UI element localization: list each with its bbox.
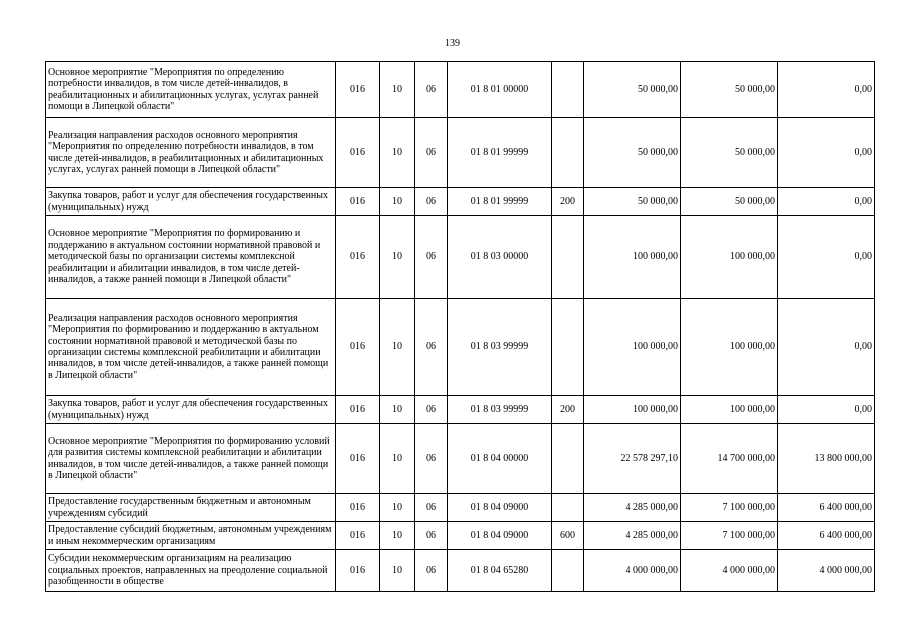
cell-amount-2: 100 000,00 [681,396,778,424]
cell-amount-3: 4 000 000,00 [778,550,875,592]
cell-subsection: 06 [415,118,448,188]
cell-target-article: 01 8 04 65280 [448,550,552,592]
cell-name: Основное мероприятие "Мероприятия по определению потребности инвалидов, в том числе детей-инвалидов, в реабилитационных и абилитационных услугах, услугах ранней помощи в Липецкой области" [46,62,336,118]
cell-target-article: 01 8 04 00000 [448,424,552,494]
cell-target-article: 01 8 03 00000 [448,216,552,299]
cell-amount-2: 50 000,00 [681,118,778,188]
cell-expense-type [552,216,584,299]
cell-amount-1: 100 000,00 [584,299,681,396]
cell-expense-type [552,494,584,522]
cell-subsection: 06 [415,216,448,299]
table-row [46,188,875,216]
cell-amount-3: 6 400 000,00 [778,522,875,550]
table-row [46,550,875,592]
cell-amount-1: 4 285 000,00 [584,522,681,550]
cell-section: 10 [380,299,415,396]
table-body [46,62,875,592]
cell-name: Закупка товаров, работ и услуг для обеспечения государственных (муниципальных) нужд [46,396,336,424]
cell-amount-2: 50 000,00 [681,188,778,216]
cell-subsection: 06 [415,62,448,118]
cell-expense-type: 200 [552,396,584,424]
table-row [46,62,875,118]
cell-ministry-code: 016 [336,396,380,424]
cell-amount-3: 0,00 [778,118,875,188]
cell-name: Основное мероприятие "Мероприятия по формированию условий для развития системы комплексной реабилитации и абилитации инвалидов, в том числе детей-инвалидов, а также ранней помощи в Липецкой области" [46,424,336,494]
cell-subsection: 06 [415,494,448,522]
cell-target-article: 01 8 01 99999 [448,118,552,188]
cell-amount-1: 100 000,00 [584,216,681,299]
cell-ministry-code: 016 [336,188,380,216]
table-row [46,216,875,299]
page-number: 139 [445,38,460,49]
cell-section: 10 [380,62,415,118]
cell-subsection: 06 [415,522,448,550]
cell-amount-3: 0,00 [778,62,875,118]
cell-expense-type [552,299,584,396]
cell-amount-2: 14 700 000,00 [681,424,778,494]
cell-ministry-code: 016 [336,424,380,494]
cell-amount-2: 100 000,00 [681,216,778,299]
cell-expense-type [552,424,584,494]
cell-amount-3: 0,00 [778,299,875,396]
cell-target-article: 01 8 03 99999 [448,396,552,424]
table-row [46,424,875,494]
cell-expense-type [552,550,584,592]
cell-subsection: 06 [415,299,448,396]
cell-subsection: 06 [415,188,448,216]
cell-ministry-code: 016 [336,299,380,396]
cell-target-article: 01 8 01 00000 [448,62,552,118]
cell-expense-type: 600 [552,522,584,550]
cell-amount-2: 50 000,00 [681,62,778,118]
cell-expense-type [552,62,584,118]
cell-amount-1: 50 000,00 [584,188,681,216]
table-row [46,299,875,396]
table-row [46,522,875,550]
cell-section: 10 [380,396,415,424]
table-row [46,396,875,424]
cell-amount-1: 22 578 297,10 [584,424,681,494]
cell-name: Реализация направления расходов основного мероприятия "Мероприятия по определению потребности инвалидов, в том числе детей-инвалидов, в реабилитационных и абилитационных услугах, услугах ранней помощи в Липецкой области" [46,118,336,188]
cell-amount-2: 100 000,00 [681,299,778,396]
cell-ministry-code: 016 [336,522,380,550]
cell-target-article: 01 8 03 99999 [448,299,552,396]
cell-section: 10 [380,424,415,494]
cell-amount-2: 7 100 000,00 [681,522,778,550]
cell-amount-3: 13 800 000,00 [778,424,875,494]
cell-name: Субсидии некоммерческим организациям на реализацию социальных проектов, направленных на преодоление социальной разобщенности в обществе [46,550,336,592]
budget-table [45,61,875,592]
cell-section: 10 [380,494,415,522]
cell-amount-3: 6 400 000,00 [778,494,875,522]
cell-amount-3: 0,00 [778,216,875,299]
cell-ministry-code: 016 [336,62,380,118]
cell-expense-type: 200 [552,188,584,216]
cell-ministry-code: 016 [336,118,380,188]
cell-ministry-code: 016 [336,550,380,592]
cell-section: 10 [380,188,415,216]
cell-target-article: 01 8 04 09000 [448,494,552,522]
cell-section: 10 [380,216,415,299]
cell-amount-1: 4 000 000,00 [584,550,681,592]
cell-subsection: 06 [415,550,448,592]
cell-name: Реализация направления расходов основного мероприятия "Мероприятия по формированию и поддержанию в актуальном состоянии нормативной правовой и методической базы по организации системы комплексной реабилитации и абилитации инвалидов, в том числе детей-инвалидов, а также ранней помощи в Липецкой области" [46,299,336,396]
cell-section: 10 [380,118,415,188]
cell-ministry-code: 016 [336,216,380,299]
cell-section: 10 [380,522,415,550]
cell-target-article: 01 8 04 09000 [448,522,552,550]
table-row [46,494,875,522]
cell-amount-3: 0,00 [778,188,875,216]
cell-amount-1: 50 000,00 [584,118,681,188]
cell-section: 10 [380,550,415,592]
cell-subsection: 06 [415,396,448,424]
cell-amount-1: 50 000,00 [584,62,681,118]
cell-amount-3: 0,00 [778,396,875,424]
cell-amount-1: 4 285 000,00 [584,494,681,522]
cell-name: Основное мероприятие "Мероприятия по формированию и поддержанию в актуальном состоянии нормативной правовой и методической базы по организации системы комплексной реабилитации и абилитации инвалидов, в том числе детей-инвалидов, а также ранней помощи в Липецкой области" [46,216,336,299]
cell-amount-2: 7 100 000,00 [681,494,778,522]
cell-amount-2: 4 000 000,00 [681,550,778,592]
cell-expense-type [552,118,584,188]
cell-subsection: 06 [415,424,448,494]
cell-amount-1: 100 000,00 [584,396,681,424]
cell-name: Предоставление субсидий бюджетным, автономным учреждениям и иным некоммерческим организациям [46,522,336,550]
cell-name: Закупка товаров, работ и услуг для обеспечения государственных (муниципальных) нужд [46,188,336,216]
cell-name: Предоставление государственным бюджетным и автономным учреждениям субсидий [46,494,336,522]
table-row [46,118,875,188]
cell-ministry-code: 016 [336,494,380,522]
cell-target-article: 01 8 01 99999 [448,188,552,216]
